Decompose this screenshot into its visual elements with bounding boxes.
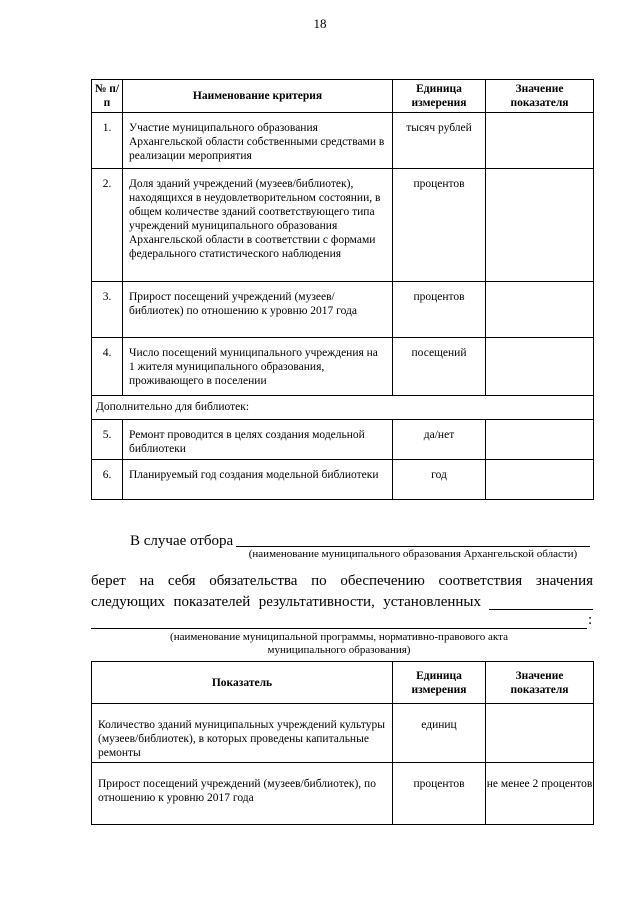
row-indicator: Количество зданий муниципальных учреждений культуры (музеев/библиотек), в которых проведены капитальные ремонты [92,704,393,763]
program-caption-2: муниципального образования) [267,644,411,656]
row-value[interactable]: не менее 2 процентов [486,763,594,825]
header-indicator: Показатель [92,662,393,704]
row-unit: тысяч рублей [393,113,486,169]
selection-blank-line[interactable] [236,532,590,547]
colon-mark: : [588,612,593,628]
row-value[interactable] [486,338,594,396]
table-row [92,338,594,396]
obligation-line-2: следующих показателей результативности, установленных [91,594,481,610]
row-criterion: Доля зданий учреждений (музеев/библиотек), находящихся в неудовлетворительном состоянии, в общем количестве зданий соответствующего типа учреждений муниципального образования Архангельской области в соответствии с формами федерального статистического наблюдения [123,169,393,282]
row-num: 5. [92,420,123,460]
row-num: 4. [92,338,123,396]
row-unit: процентов [393,169,486,282]
table-row [92,460,594,500]
table-row [92,420,594,460]
row-value[interactable] [486,420,594,460]
row-value[interactable] [486,113,594,169]
row-indicator: Прирост посещений учреждений (музеев/библиотек), по отношению к уровню 2017 года [92,763,393,825]
row-criterion: Число посещений муниципального учреждения на 1 жителя муниципального образования, проживающего в поселении [123,338,393,396]
header-value: Значение показателя [486,80,594,113]
row-criterion: Участие муниципального образования Архангельской области собственными средствами в реализации мероприятия [123,113,393,169]
row-num: 6. [92,460,123,500]
row-unit: единиц [393,704,486,763]
row-value[interactable] [486,169,594,282]
table-row [92,113,594,169]
row-unit: да/нет [393,420,486,460]
row-criterion: Планируемый год создания модельной библиотеки [123,460,393,500]
header-value: Значение показателя [486,662,594,704]
row-num: 1. [92,113,123,169]
header-unit: Единица измерения [393,80,486,113]
criteria-header-row [92,80,594,113]
row-unit: год [393,460,486,500]
header-num: № п/п [92,80,123,113]
table-row [92,704,594,763]
table-row [92,763,594,825]
row-criterion: Прирост посещений учреждений (музеев/библиотек) по отношению к уровню 2017 года [123,282,393,338]
obligation-line-1: берет на себя обязательства по обеспечению соответствия значения [91,573,593,589]
table-row [92,169,594,282]
selection-prefix: В случае отбора [130,533,234,549]
row-unit: процентов [393,282,486,338]
criteria-table [91,79,594,500]
indicators-header-row [92,662,594,704]
row-unit: посещений [393,338,486,396]
program-blank-line-b[interactable] [91,612,587,629]
row-value[interactable] [486,282,594,338]
row-value[interactable] [486,704,594,763]
header-unit: Единица измерения [393,662,486,704]
program-blank-line-a[interactable] [489,593,593,610]
indicators-table [91,661,594,825]
row-criterion: Ремонт проводится в целях создания модельной библиотеки [123,420,393,460]
header-criterion: Наименование критерия [123,80,393,113]
table-row [92,282,594,338]
row-unit: процентов [393,763,486,825]
row-num: 3. [92,282,123,338]
section-label: Дополнительно для библиотек: [92,396,594,420]
program-caption-1: (наименование муниципальной программы, нормативно-правового акта [170,631,508,643]
row-value[interactable] [486,460,594,500]
page-number: 18 [313,16,327,31]
section-row [92,396,594,420]
selection-caption: (наименование муниципального образования Архангельской области) [248,548,578,560]
row-num: 2. [92,169,123,282]
